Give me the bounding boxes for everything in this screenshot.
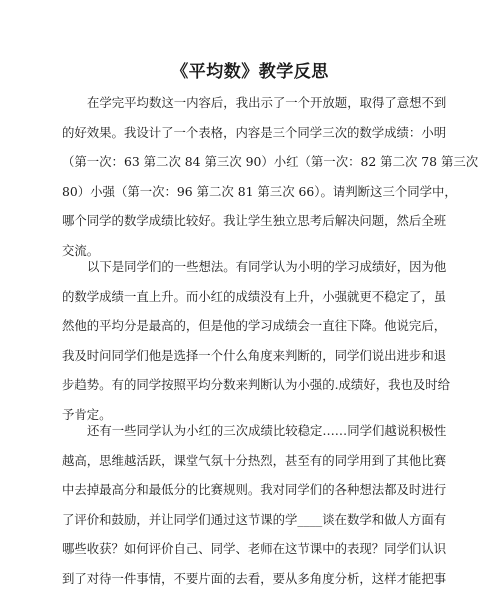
paragraph-3 <box>62 416 447 594</box>
paragraph-line: 哪些收获？如何评价自己、同学、老师在这节课中的表现？同学们认识 <box>62 541 447 557</box>
paragraph-line: 交流。 <box>62 242 100 258</box>
paragraph-line: 我及时问同学们他是选择一个什么角度来判断的，同学们说出进步和退 <box>62 347 447 363</box>
paragraph-1 <box>62 88 479 266</box>
paragraph-line: 80）小强（第一次：96 第二次 81 第三次 66）。请判断这三个同学中， <box>62 183 457 199</box>
paragraph-line: 以下是同学们的一些想法。有同学认为小明的学习成绩好，因为他 <box>87 259 447 274</box>
paragraph-line: 了评价和鼓励，并让同学们通过这节课的学____谈在数学和做人方面有 <box>62 511 447 527</box>
paragraph-line: 到了对待一件事情，不要片面的去看，要从多角度分析，这样才能把事 <box>62 570 447 586</box>
document-title: 《平均数》教学反思 <box>171 62 329 82</box>
paragraph-line: 越高，思维越活跃，课堂气氛十分热烈，甚至有的同学用到了其他比赛 <box>62 452 447 468</box>
paragraph-line: 中去掉最高分和最低分的比赛规则。我对同学们的各种想法都及时进行 <box>62 482 447 498</box>
paragraph-line: 的好效果。我设计了一个表格，内容是三个同学三次的数学成绩：小明 <box>62 124 447 140</box>
paragraph-2 <box>62 252 451 430</box>
paragraph-line: （第一次：63 第二次 84 第三次 90）小红（第一次：82 第二次 78 第三次 <box>62 154 479 170</box>
paragraph-line: 哪个同学的数学成绩比较好。我让学生独立思考后解决问题，然后全班 <box>62 213 447 229</box>
paragraph-line: 的数学成绩一直上升。而小红的成绩没有上升，小强就更不稳定了，虽 <box>62 288 447 304</box>
paragraph-line: 然他的平均分是最高的，但是他的学习成绩会一直往下降。他说完后， <box>62 318 447 334</box>
paragraph-line: 在学完平均数这一内容后，我出示了一个开放题，取得了意想不到 <box>87 95 447 110</box>
paragraph-line: 予肯定。 <box>62 406 112 422</box>
paragraph-line: 步趋势。有的同学按照平均分数来判断认为小强的.成绩好，我也及时给 <box>62 377 451 393</box>
paragraph-line: 还有一些同学认为小红的三次成绩比较稳定……同学们越说积极性 <box>87 423 447 438</box>
